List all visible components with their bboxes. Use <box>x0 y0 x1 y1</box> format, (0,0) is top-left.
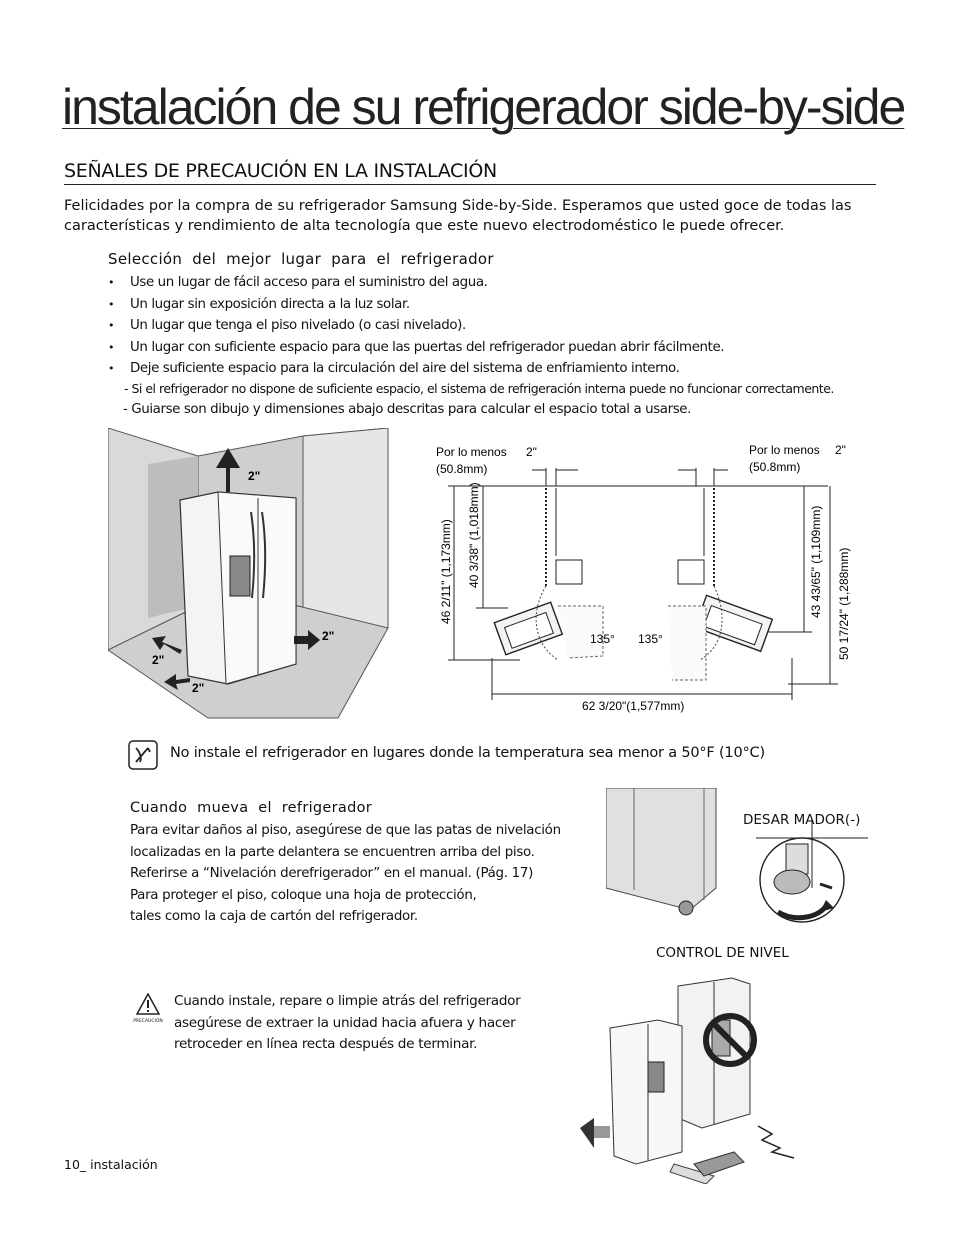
angle-left: 135° <box>590 632 615 646</box>
caution-block <box>131 993 165 1024</box>
pull-out-illustration <box>574 976 814 1184</box>
moving-heading: Cuando mueva el refrigerador <box>130 800 373 816</box>
warning-triangle-icon <box>136 993 160 1015</box>
right-min-label: Por lo menos <box>749 443 820 457</box>
front-dispenser <box>648 1062 664 1092</box>
list-item: • Un lugar con suficiente espacio para que las puertas del refrigerador puedan abrir fácilmente. <box>108 337 724 359</box>
level-control-label: CONTROL DE NIVEL <box>656 945 789 961</box>
right-min-value: 2" <box>835 443 846 457</box>
clearance-top-label: 2" <box>248 469 261 483</box>
right-min-mm: (50.8mm) <box>749 460 801 474</box>
zigzag-icon <box>758 1126 794 1158</box>
dim-43: 43 43/65" (1,109mm) <box>809 505 823 618</box>
dimension-diagram <box>428 436 868 722</box>
list-item: • Deje suficiente espacio para la circulación del aire del sistema de enfriamiento interno. <box>108 358 724 380</box>
front-fridge <box>610 1020 682 1164</box>
moving-line: localizadas en la parte delantera se encuentren arriba del piso. <box>130 844 535 860</box>
page-title: instalación de su refrigerador side-by-side <box>62 79 905 135</box>
leveler-illustration <box>606 788 870 930</box>
dim-40: 40 3/38" (1,018mm) <box>467 482 481 588</box>
caution-line: Cuando instale, repare o limpie atrás del refrigerador <box>174 993 521 1009</box>
clearance-right-label: 2" <box>322 629 335 643</box>
caution-line: asegúrese de extraer la unidad hacia afuera y hacer <box>174 1014 516 1031</box>
moving-line: Para proteger el piso, coloque una hoja de protección, <box>130 887 477 903</box>
dim-46: 46 2/11" (1,173mm) <box>439 519 453 624</box>
angle-right: 135° <box>638 632 663 646</box>
left-hinge-box <box>556 560 582 584</box>
left-min-mm: (50.8mm) <box>436 462 488 476</box>
dispenser <box>230 556 250 596</box>
note-row <box>128 740 158 774</box>
left-min-value: 2" <box>526 445 537 459</box>
clearance-front-label: 2" <box>192 681 205 695</box>
room-clearance-illustration <box>108 428 408 720</box>
level-nut-icon <box>774 870 810 894</box>
arrow-forward-icon <box>694 1152 744 1176</box>
caution-text <box>174 991 520 1056</box>
section-title: SEÑALES DE PRECAUCIÓN EN LA INSTALACIÓN <box>64 160 876 185</box>
list-item: • Un lugar sin exposición directa a la luz solar. <box>108 294 724 316</box>
arrow-back-icon <box>580 1118 594 1148</box>
note-icon <box>128 740 158 770</box>
moving-section <box>130 800 561 928</box>
selection-heading: Selección del mejor lugar para el refrigerador <box>108 250 494 268</box>
moving-line: tales como la caja de cartón del refrigerador. <box>130 909 418 924</box>
fridge-front <box>606 788 716 910</box>
guide-note: - Guiarse son dibujo y dimensiones abajo descritas para calcular el espacio total a usarse. <box>123 402 691 417</box>
temperature-note: No instale el refrigerador en lugares donde la temperatura sea menor a 50°F (10°C) <box>170 745 765 761</box>
list-item: • Use un lugar de fácil acceso para el suministro del agua. <box>108 272 724 294</box>
caution-icon-label: PRECAUCIÓN <box>133 1019 163 1024</box>
moving-line: Referirse a “Nivelación derefrigerador” en el manual. (Pág. 17) <box>130 866 534 881</box>
clearance-left-label: 2" <box>152 653 165 667</box>
dim-50: 50 17/24" (1,288mm) <box>837 547 851 660</box>
caution-line: retroceder en línea recta después de terminar. <box>174 1036 478 1052</box>
left-min-label: Por lo menos <box>436 445 507 459</box>
list-item: • Un lugar que tenga el piso nivelado (o casi nivelado). <box>108 315 724 337</box>
moving-line: Para evitar daños al piso, asegúrese de que las patas de nivelación <box>130 823 561 838</box>
right-wall <box>303 428 388 628</box>
intro-paragraph: Felicidades por la compra de su refrigerador Samsung Side-by-Side. Esperamos que usted goce de todas las características y rendimiento de alta tecnología que este nuevo electrodoméstico le puede ofrecer. <box>64 198 852 234</box>
space-note: - Si el refrigerador no dispone de suficiente espacio, el sistema de refrigeración interna puede no funcionar correctamente. <box>124 381 834 396</box>
requirements-list <box>108 272 724 380</box>
page-footer: 10_ instalación <box>64 1157 158 1172</box>
screwdriver-label: DESAR MADOR(-) <box>743 812 861 828</box>
leveling-leg-icon <box>679 901 693 915</box>
dim-width: 62 3/20"(1,577mm) <box>582 699 685 713</box>
right-hinge-box <box>678 560 704 584</box>
